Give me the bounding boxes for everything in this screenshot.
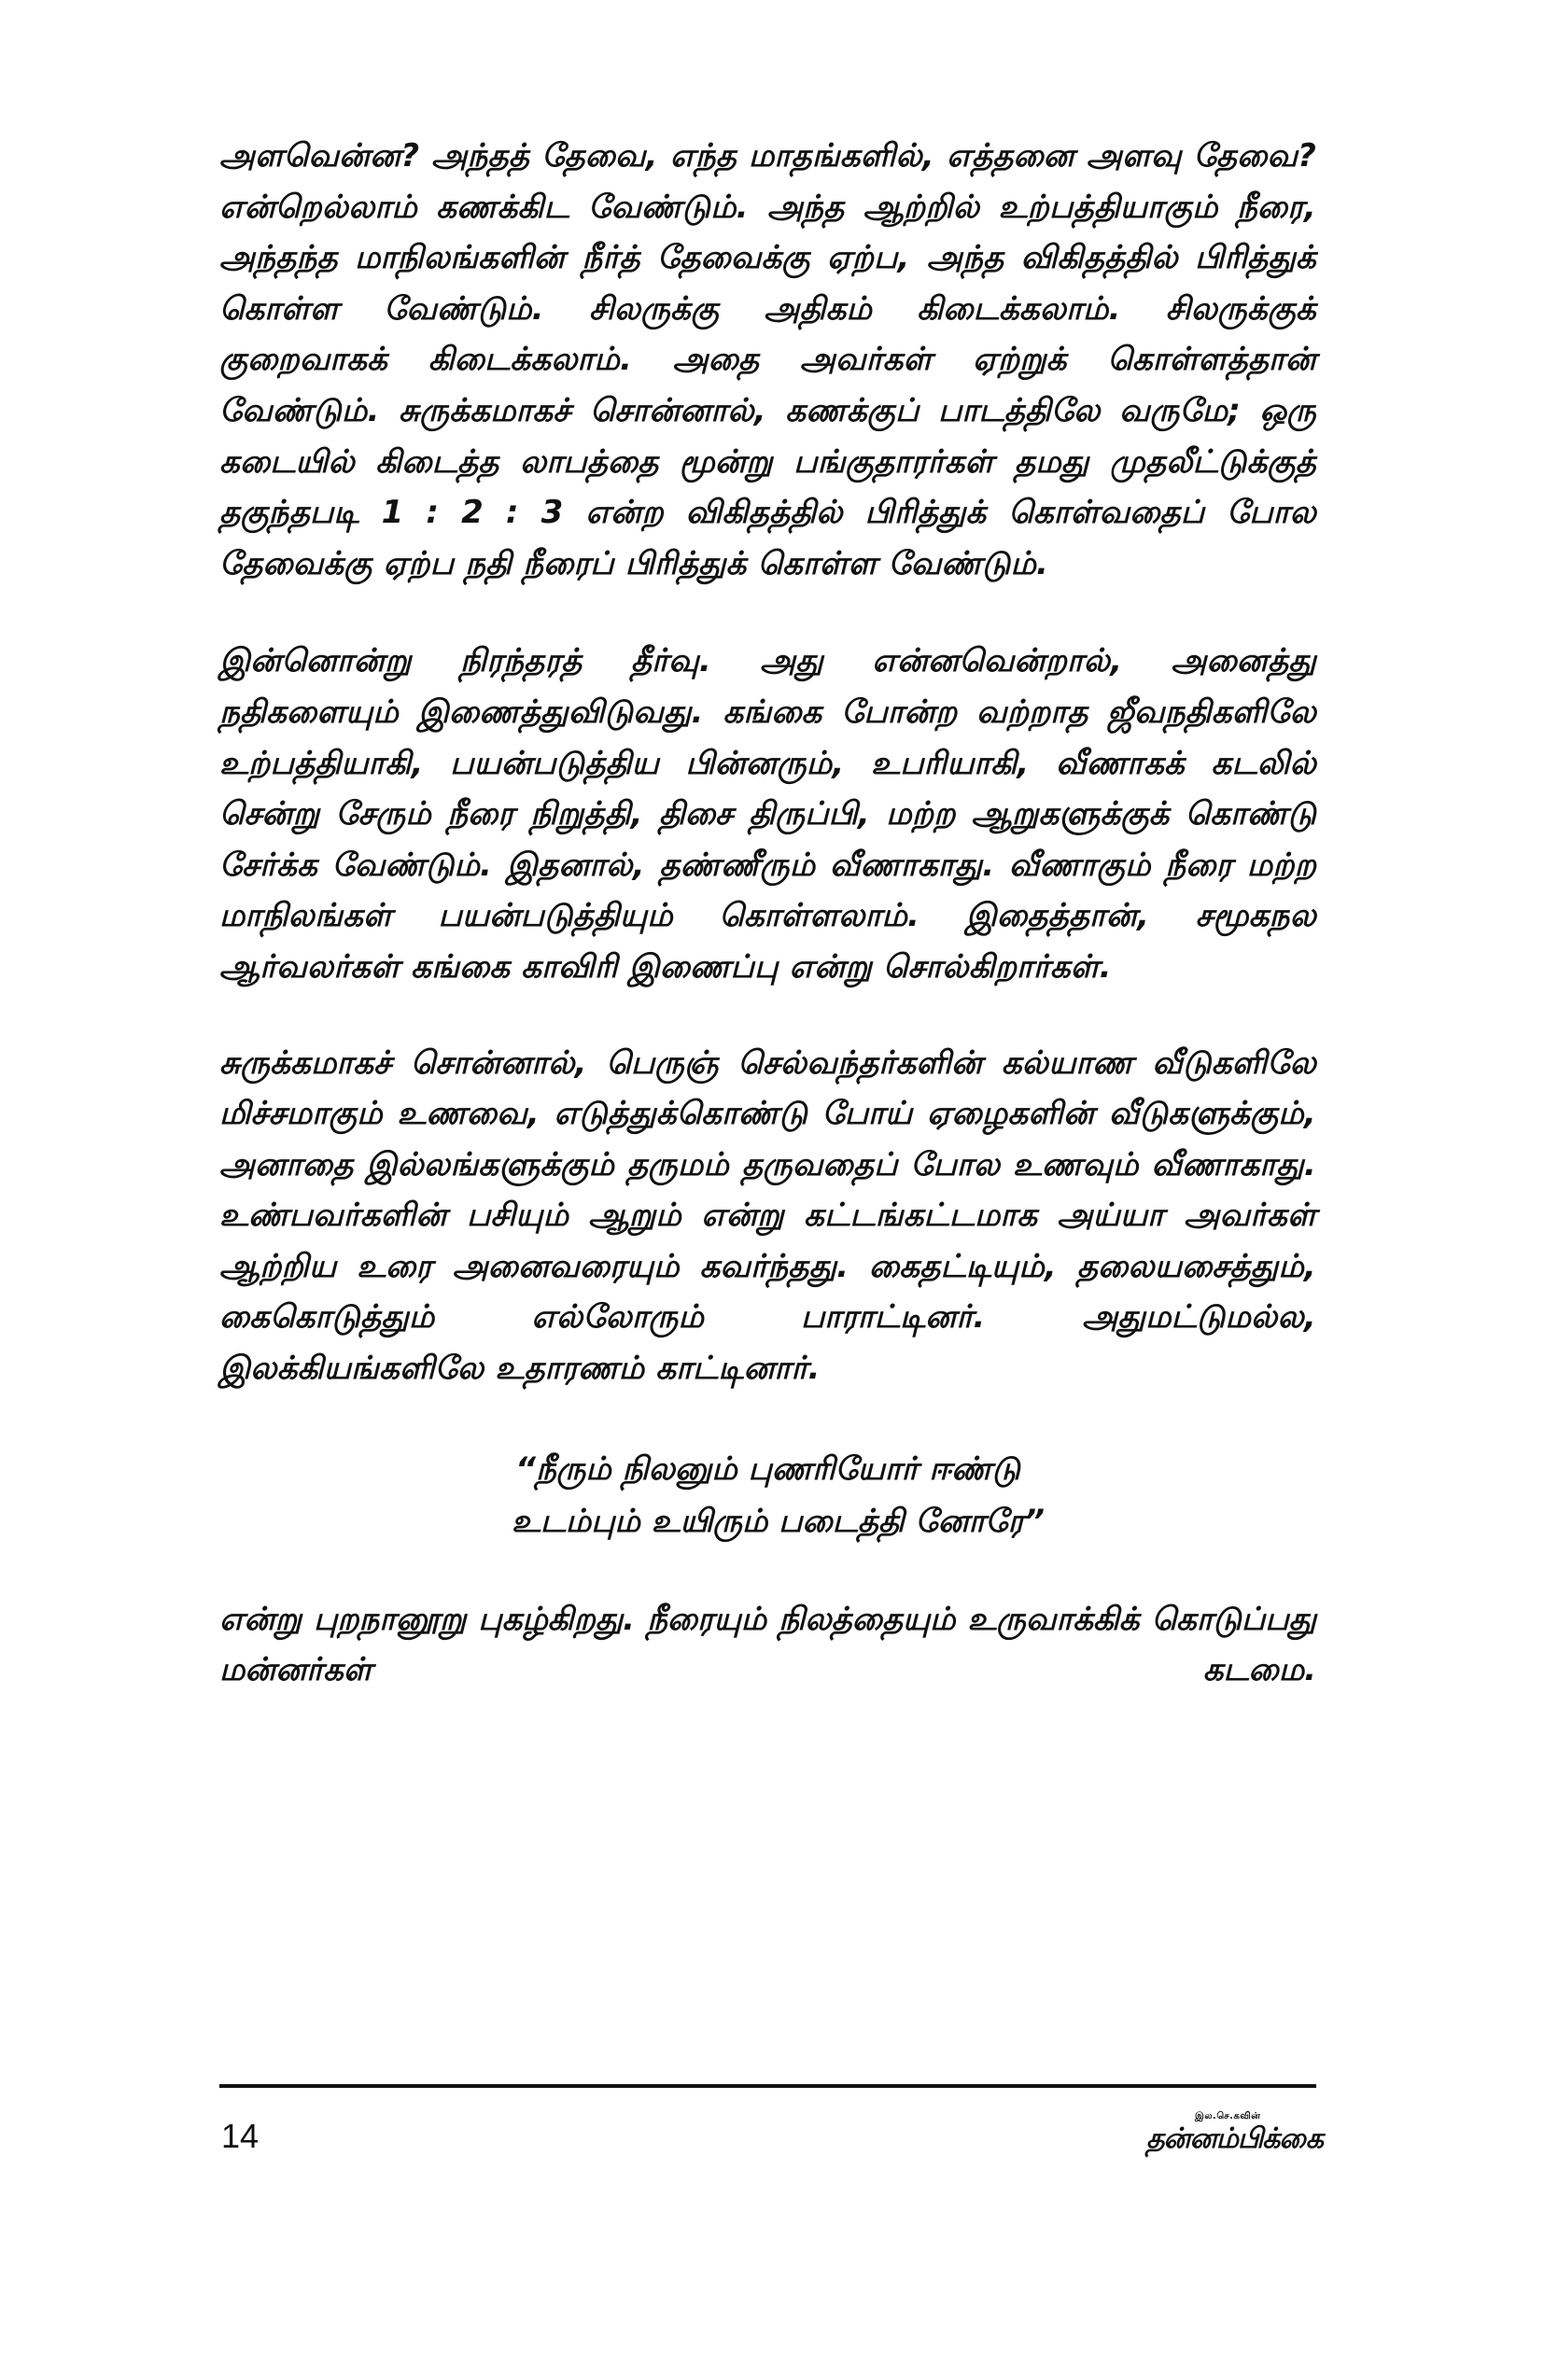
footer-divider: [219, 2084, 1316, 2088]
quote-line-1: “நீரும் நிலனும் புணரியோர் ஈண்டு: [515, 1449, 1020, 1488]
magazine-logo: [1146, 2111, 1323, 2163]
quote-line-2: உடம்பும் உயிரும் படைத்தி னோரே”: [511, 1502, 1046, 1540]
paragraph-2: இன்னொன்று நிரந்தரத் தீர்வு. அது என்னவென்றால், அனைத்து நதிகளையும் இணைத்துவிடுவது. கங்கை போன்ற வற்றாத ஜீவநதிகளிலே உற்பத்தியாகி, பயன்படுத்திய பின்னரும், உபரியாகி, வீணாகக் கடலில் சென்று சேரும் நீரை நிறுத்தி, திசை திருப்பி, மற்ற ஆறுகளுக்குக் கொண்டு சேர்க்க வேண்டும். இதனால், தண்ணீரும் வீணாகாது. வீணாகும் நீரை மற்ற மாநிலங்கள் பயன்படுத்தியும் கொள்ளலாம். இதைத்தான், சமூகநல ஆர்வலர்கள் கங்கை காவிரி இணைப்பு என்று சொல்கிறார்கள்.: [219, 642, 1316, 986]
paragraph-4: என்று புறநானூறு புகழ்கிறது. நீரையும் நிலத்தையும் உருவாக்கிக் கொடுப்பது மன்னர்கள் கடமை.: [219, 1600, 1316, 1689]
poem-quote: [219, 1443, 1316, 1547]
logo-tagline: இல.செ.கவின்: [1195, 2111, 1261, 2121]
paragraph-3: சுருக்கமாகச் சொன்னால், பெருஞ் செல்வந்தர்களின் கல்யாண வீடுகளிலே மிச்சமாகும் உணவை, எடுத்துக்கொண்டு போய் ஏழைகளின் வீடுகளுக்கும், அனாதை இல்லங்களுக்கும் தருமம் தருவதைப் போல உணவும் வீணாகாது. உண்பவர்களின் பசியும் ஆறும் என்று கட்டங்கட்டமாக அய்யா அவர்கள் ஆற்றிய உரை அனைவரையும் கவர்ந்தது. கைதட்டியும், தலையசைத்தும், கைகொடுத்தும் எல்லோரும் பாராட்டினர். அதுமட்டுமல்ல, இலக்கியங்களிலே உதாரணம் காட்டினார்.: [219, 1043, 1316, 1388]
page-body: [219, 131, 1316, 1696]
page-number: 14: [221, 2117, 260, 2155]
paragraph-1: அளவென்ன? அந்தத் தேவை, எந்த மாதங்களில், எத்தனை அளவு தேவை? என்றெல்லாம் கணக்கிட வேண்டும். அந்த ஆற்றில் உற்பத்தியாகும் நீரை, அந்தந்த மாநிலங்களின் நீர்த் தேவைக்கு ஏற்ப, அந்த விகிதத்தில் பிரித்துக் கொள்ள வேண்டும். சிலருக்கு அதிகம் கிடைக்கலாம். சிலருக்குக் குறைவாகக் கிடைக்கலாம். அதை அவர்கள் ஏற்றுக் கொள்ளத்தான் வேண்டும். சுருக்கமாகச் சொன்னால், கணக்குப் பாடத்திலே வருமே; ஒரு கடையில் கிடைத்த லாபத்தை மூன்று பங்குதாரர்கள் தமது முதலீட்டுக்குத் தகுந்தபடி 1 : 2 : 3 என்ற விகிதத்தில் பிரித்துக் கொள்வதைப் போல தேவைக்கு ஏற்ப நதி நீரைப் பிரித்துக் கொள்ள வேண்டும்.: [219, 137, 1316, 582]
logo-wordmark: தன்னம்பிக்கை: [1146, 2122, 1323, 2155]
